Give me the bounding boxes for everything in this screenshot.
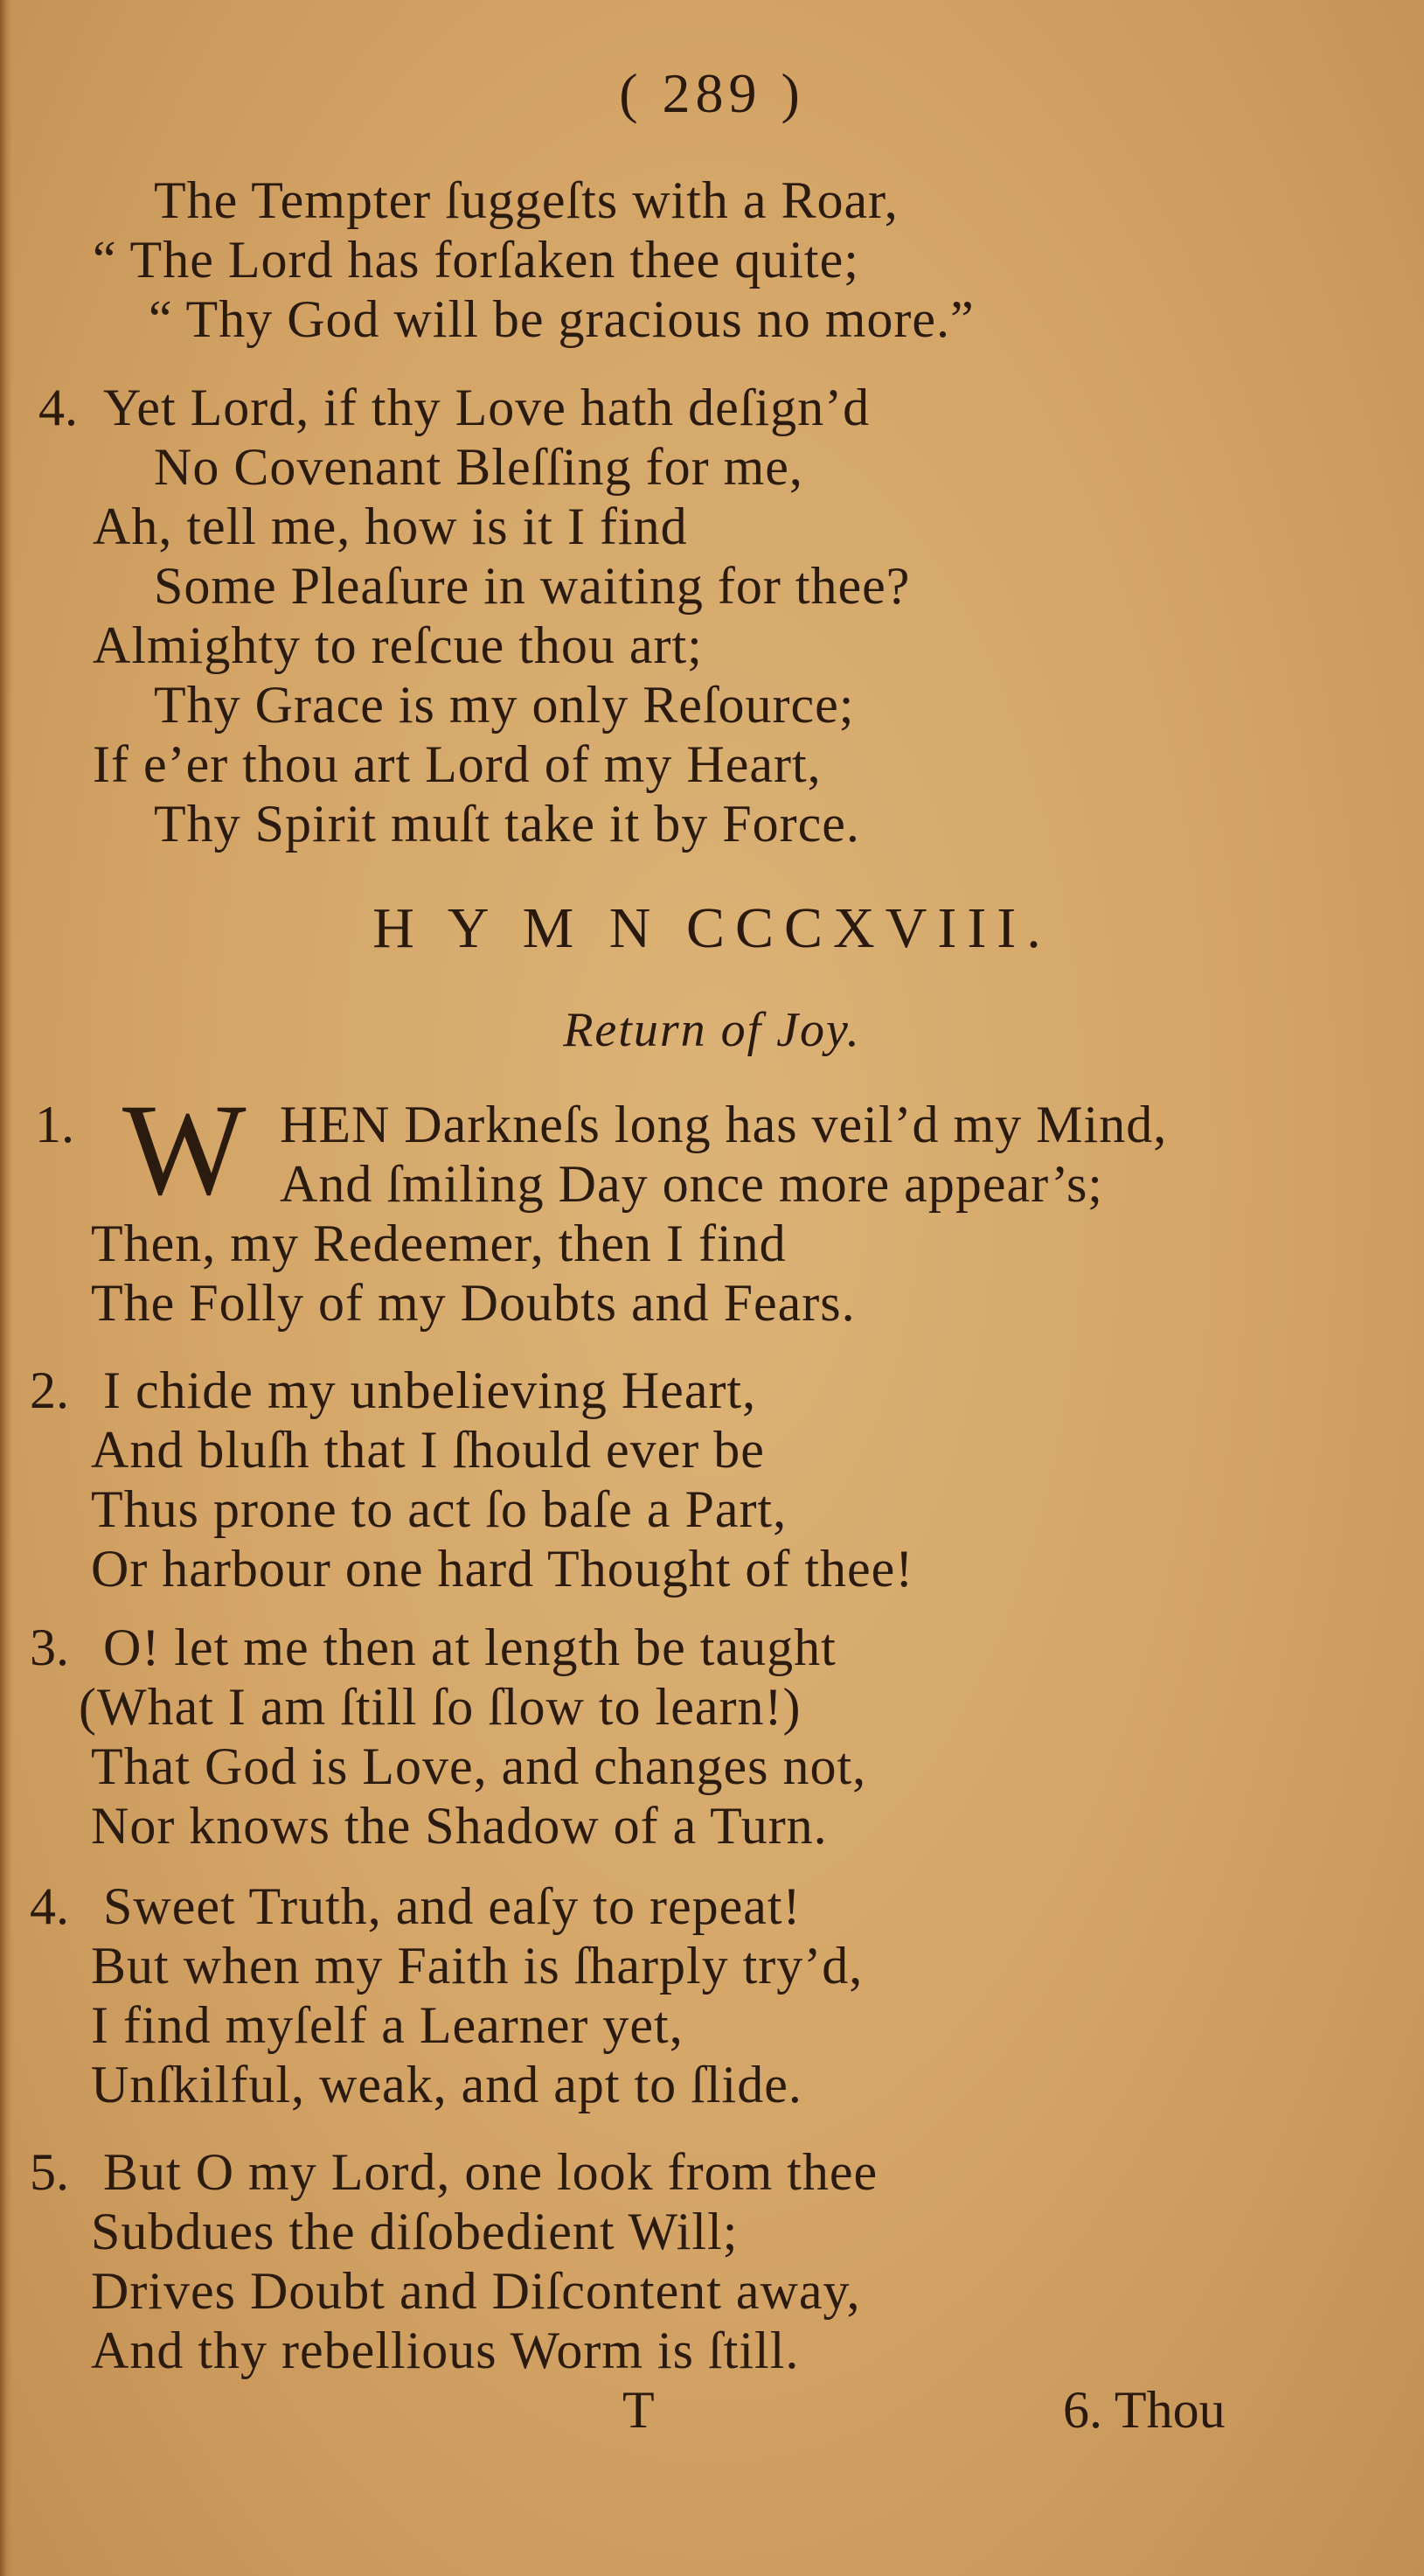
verse-line: If e’er thou art Lord of my Heart,	[93, 735, 822, 793]
verse-line: Almighty to reſcue thou art;	[93, 616, 703, 674]
verse-line: Ah, tell me, how is it I find	[93, 498, 688, 555]
verse-line: Thus prone to act ſo baſe a Part,	[91, 1480, 788, 1538]
verse-line: The Tempter ſuggeſts with a Roar,	[154, 171, 899, 229]
verse-line: And bluſh that I ſhould ever be	[91, 1421, 765, 1479]
verse-line: No Covenant Bleſſing for me,	[154, 438, 803, 496]
verse-line: Unſkilful, weak, and apt to ſlide.	[91, 2056, 802, 2113]
verse-line: Or harbour one hard Thought of thee!	[91, 1540, 914, 1598]
hymn-subtitle: Return of Joy.	[563, 1003, 861, 1057]
catchword: 6. Thou	[1063, 2381, 1226, 2439]
verse-line: And thy rebellious Worm is ſtill.	[91, 2322, 800, 2379]
hymn-title: H Y M N CCCXVIII.	[372, 896, 1052, 960]
verse-line: Some Pleaſure in waiting for thee?	[154, 557, 911, 615]
page-number: ( 289 )	[619, 62, 805, 124]
verse-line: I find myſelf a Learner yet,	[91, 1996, 684, 2054]
verse-line: That God is Love, and changes not,	[91, 1737, 867, 1795]
stanza-number: 3.	[30, 1619, 69, 1676]
verse-line: Thy Spirit muſt take it by Force.	[154, 795, 860, 853]
verse-line: But when my Faith is ſharply try’d,	[91, 1937, 864, 1995]
verse-line: Then, my Redeemer, then I find	[91, 1215, 787, 1272]
verse-line: Sweet Truth, and eaſy to repeat!	[103, 1877, 802, 1935]
stanza-number: 2.	[30, 1361, 69, 1419]
stanza-number: 5.	[30, 2143, 69, 2201]
verse-line: HEN Darkneſs long has veil’d my Mind,	[280, 1096, 1168, 1153]
verse-line: O! let me then at length be taught	[103, 1619, 837, 1676]
stanza-number: 4.	[38, 379, 78, 436]
verse-line: And ſmiling Day once more appear’s;	[280, 1155, 1103, 1213]
stanza-number: 4.	[30, 1877, 69, 1935]
verse-line: “ The Lord has forſaken thee quite;	[93, 231, 859, 289]
verse-line: Subdues the diſobedient Will;	[91, 2203, 739, 2260]
signature-mark: T	[622, 2381, 655, 2439]
verse-line: “ Thy God will be gracious no more.”	[149, 290, 975, 348]
drop-cap: W	[122, 1077, 247, 1222]
verse-line: Thy Grace is my only Reſource;	[154, 676, 855, 734]
stanza-number: 1.	[35, 1096, 74, 1153]
verse-line: (What I am ſtill ſo ſlow to learn!)	[79, 1678, 802, 1736]
verse-line: Drives Doubt and Diſcontent away,	[91, 2262, 861, 2320]
verse-line: I chide my unbelieving Heart,	[103, 1361, 757, 1419]
verse-line: Nor knows the Shadow of a Turn.	[91, 1797, 828, 1855]
verse-line: The Folly of my Doubts and Fears.	[91, 1274, 856, 1332]
verse-line: Yet Lord, if thy Love hath deſign’d	[103, 379, 871, 436]
verse-line: But O my Lord, one look from thee	[103, 2143, 879, 2201]
